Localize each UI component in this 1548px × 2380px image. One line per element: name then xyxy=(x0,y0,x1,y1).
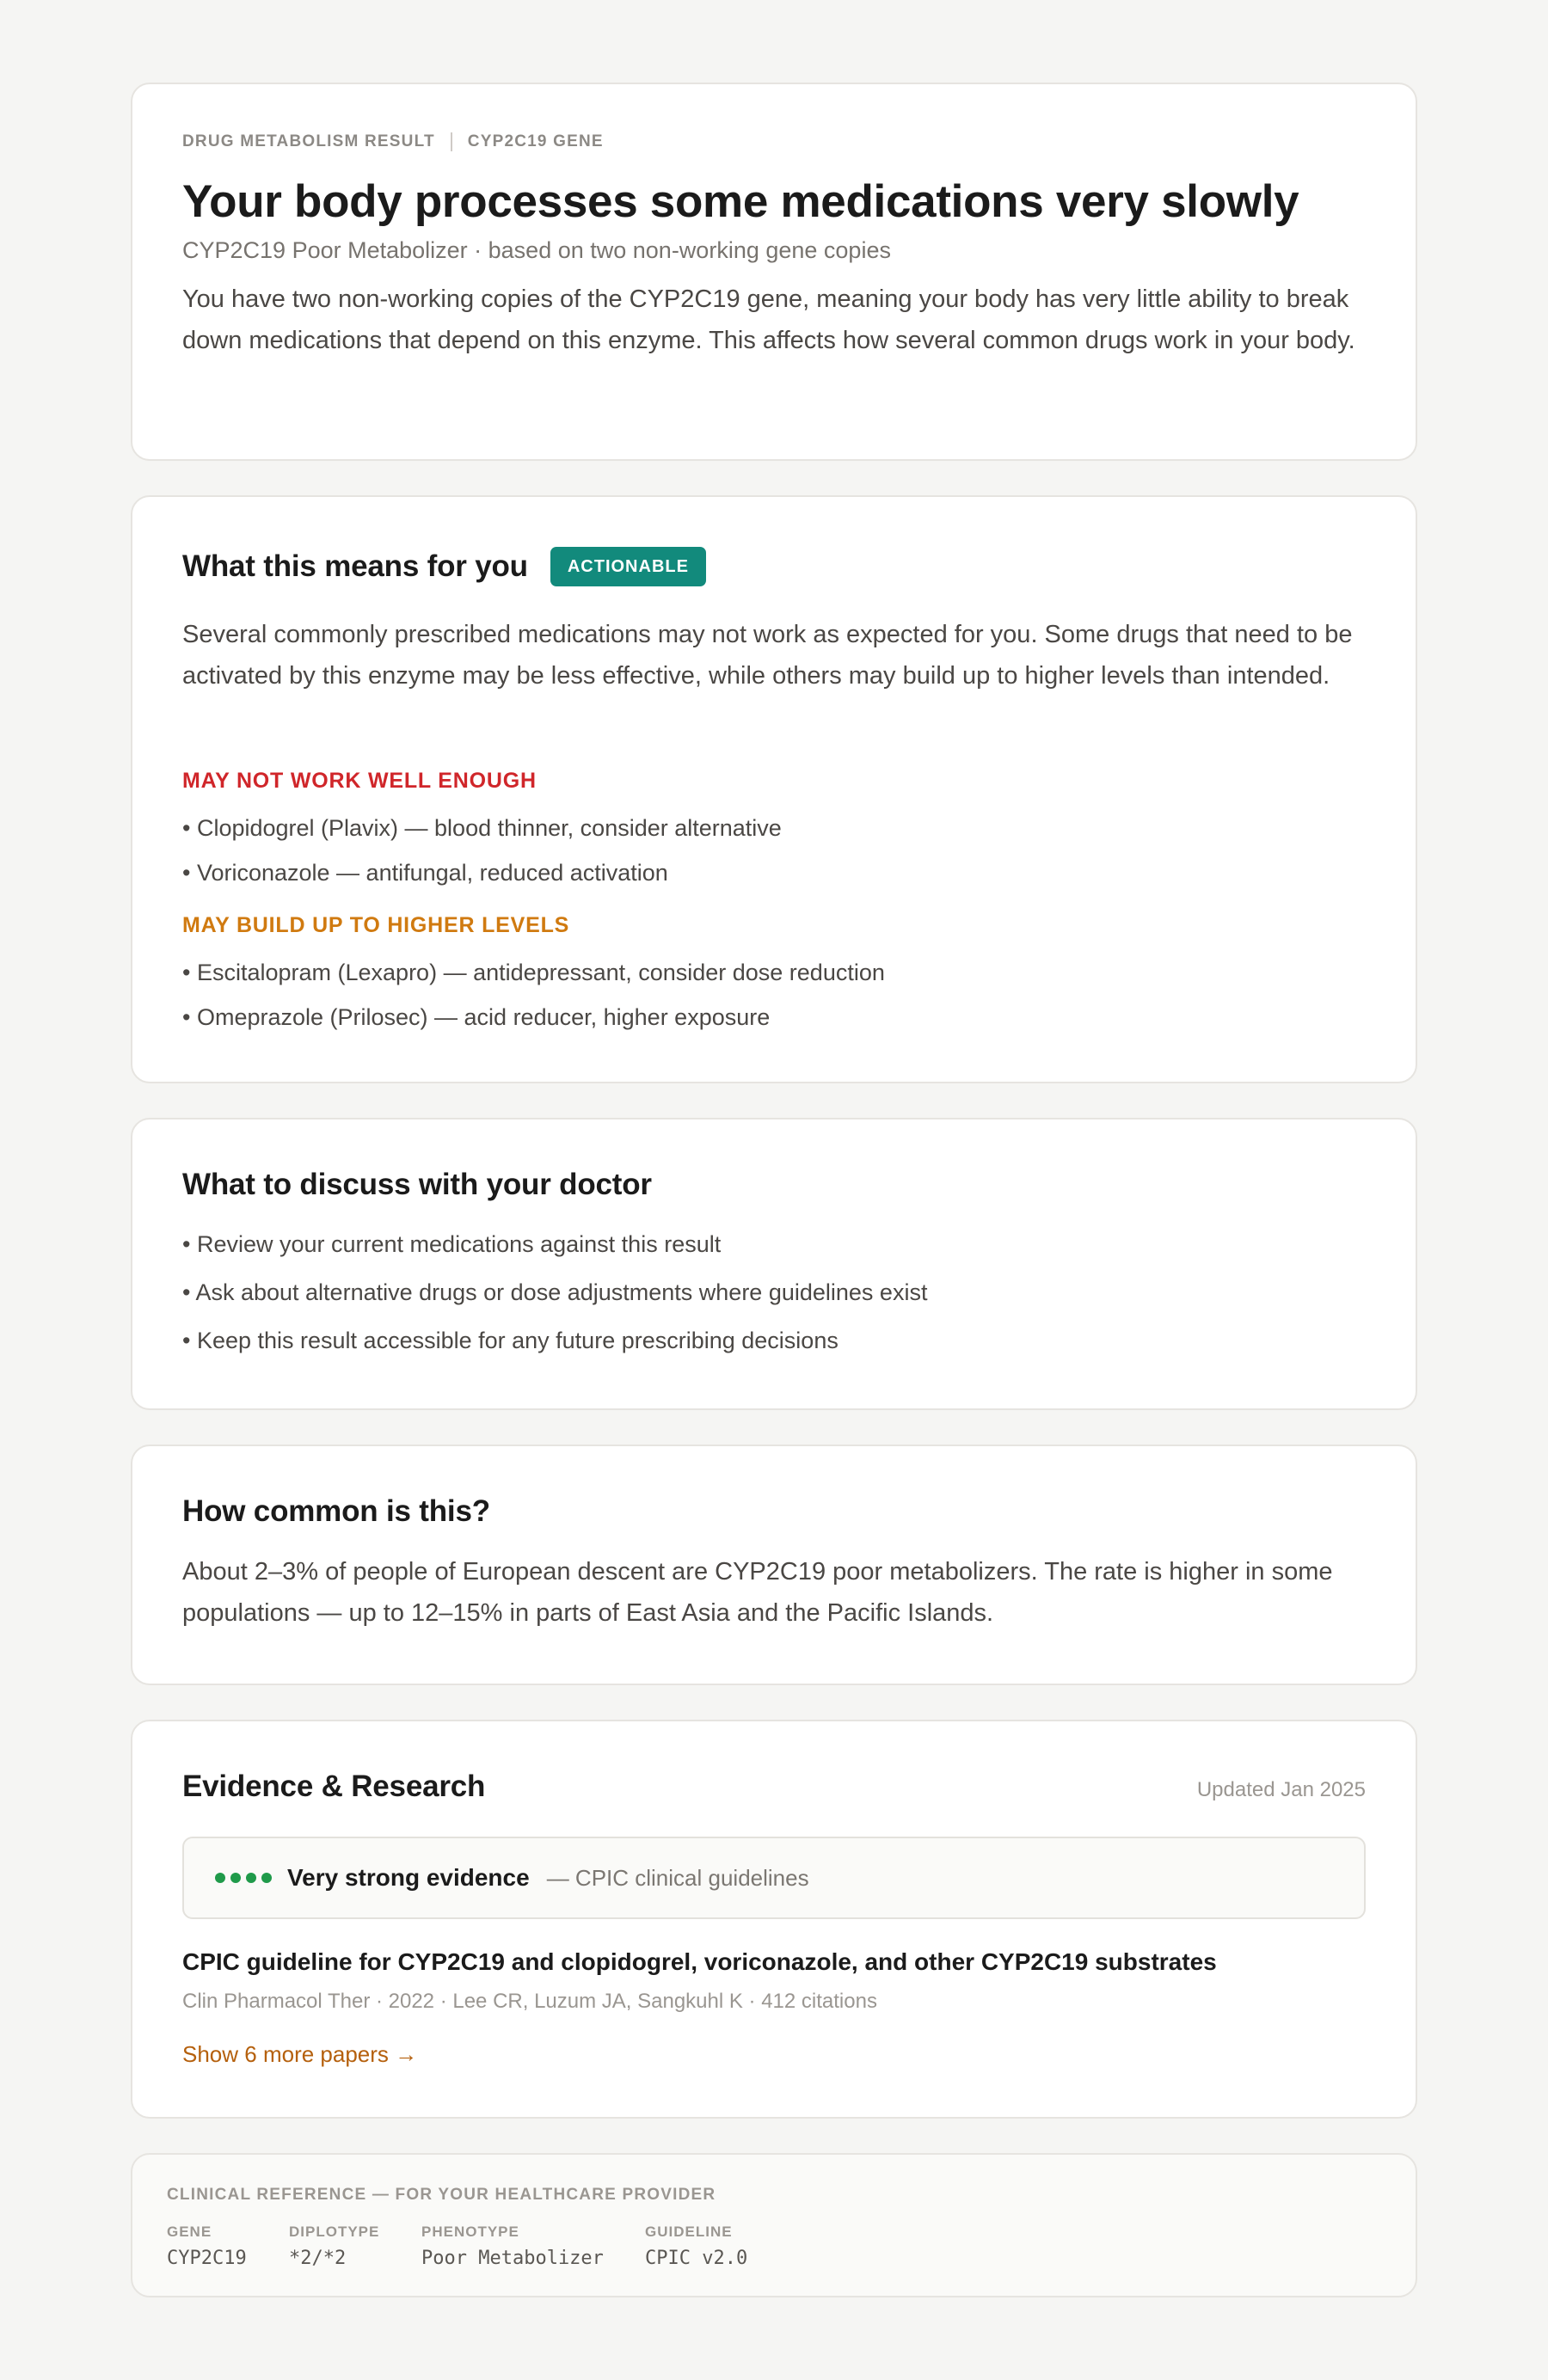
what-this-means-card xyxy=(131,495,1417,1083)
how-common-card xyxy=(131,1445,1417,1685)
show-more-papers-link[interactable]: Show 6 more papers → xyxy=(182,2041,418,2067)
discuss-with-doctor-card xyxy=(131,1118,1417,1410)
clinical-col-guideline xyxy=(645,2224,747,2269)
kicker-gene: CYP2C19 GENE xyxy=(467,132,604,150)
section-title: What this means for you xyxy=(182,549,528,583)
kicker xyxy=(182,132,604,151)
evidence-research-card xyxy=(131,1720,1417,2119)
section-description: About 2–3% of people of European descent are CYP2C19 poor metabolizers. The rate is higher in some populations — up to 12–15% in parts of East Asia and the Pacific Islands. xyxy=(182,1558,1333,1627)
clinical-col-head: PHENOTYPE xyxy=(421,2224,519,2240)
paper-meta: Clin Pharmacol Ther · 2022 · Lee CR, Luzum JA, Sangkuhl K · 412 citations xyxy=(182,1990,877,2013)
clinical-col-diplotype xyxy=(289,2224,379,2269)
updated-date: Updated Jan 2025 xyxy=(1196,1778,1366,1801)
list-item: • Ask about alternative drugs or dose adjustments where guidelines exist xyxy=(182,1279,928,1305)
paper-title[interactable]: CPIC guideline for CYP2C19 and clopidogrel, voriconazole, and other CYP2C19 substrates xyxy=(182,1948,1217,1975)
section-header xyxy=(182,547,706,586)
clinical-col-value: CPIC v2.0 xyxy=(645,2248,748,2269)
drug-list-item: • Voriconazole — antifungal, reduced activation xyxy=(182,860,668,886)
strength-dot xyxy=(261,1873,272,1883)
kicker-category: DRUG METABOLISM RESULT xyxy=(182,132,435,150)
clinical-reference-title: CLINICAL REFERENCE — FOR YOUR HEALTHCARE PROVIDER xyxy=(167,2186,716,2204)
category-label-reduced-effect: MAY NOT WORK WELL ENOUGH xyxy=(182,769,537,793)
list-item: • Review your current medications against this result xyxy=(182,1231,722,1257)
evidence-strength-label: Very strong evidence xyxy=(287,1864,530,1891)
evidence-strength-box xyxy=(182,1837,1366,1919)
section-title: How common is this? xyxy=(182,1494,490,1528)
evidence-strength-dots-icon xyxy=(215,1873,272,1883)
strength-dot xyxy=(246,1873,256,1883)
strength-dot xyxy=(230,1873,241,1883)
clinical-col-value: CYP2C19 xyxy=(167,2248,247,2269)
clinical-reference-card xyxy=(131,2153,1417,2297)
drug-list-item: • Escitalopram (Lexapro) — antidepressant, consider dose reduction xyxy=(182,960,885,985)
drug-list-item: • Clopidogrel (Plavix) — blood thinner, consider alternative xyxy=(182,815,782,841)
result-description: You have two non-working copies of the CYP2C19 gene, meaning your body has very little ability to break down medications that depend on this enzyme. This affects how several common drugs work in your body. xyxy=(182,285,1355,354)
section-title: Evidence & Research xyxy=(182,1770,486,1803)
section-description: Several commonly prescribed medications may not work as expected for you. Some drugs that need to be activated by this enzyme may be less effective, while others may build up to higher levels than intended. xyxy=(182,621,1353,690)
category-label-higher-levels: MAY BUILD UP TO HIGHER LEVELS xyxy=(182,913,570,937)
result-subtitle: CYP2C19 Poor Metabolizer · based on two non-working gene copies xyxy=(182,237,891,263)
evidence-source: — CPIC clinical guidelines xyxy=(546,1864,809,1891)
actionable-badge: ACTIONABLE xyxy=(550,547,706,586)
clinical-col-phenotype xyxy=(421,2224,604,2269)
clinical-col-value: *2/*2 xyxy=(289,2248,347,2269)
section-title: What to discuss with your doctor xyxy=(182,1168,652,1201)
list-item: • Keep this result accessible for any future prescribing decisions xyxy=(182,1328,838,1353)
result-summary-card xyxy=(131,83,1417,461)
clinical-col-value: Poor Metabolizer xyxy=(421,2248,604,2269)
strength-dot xyxy=(215,1873,225,1883)
drug-list-item: • Omeprazole (Prilosec) — acid reducer, higher exposure xyxy=(182,1004,771,1030)
kicker-divider xyxy=(451,132,452,151)
clinical-col-head: GENE xyxy=(167,2224,212,2240)
page-title: Your body processes some medications very slowly xyxy=(182,176,1299,227)
clinical-col-head: DIPLOTYPE xyxy=(289,2224,380,2240)
clinical-col-gene xyxy=(167,2224,247,2269)
clinical-col-head: GUIDELINE xyxy=(645,2224,733,2240)
